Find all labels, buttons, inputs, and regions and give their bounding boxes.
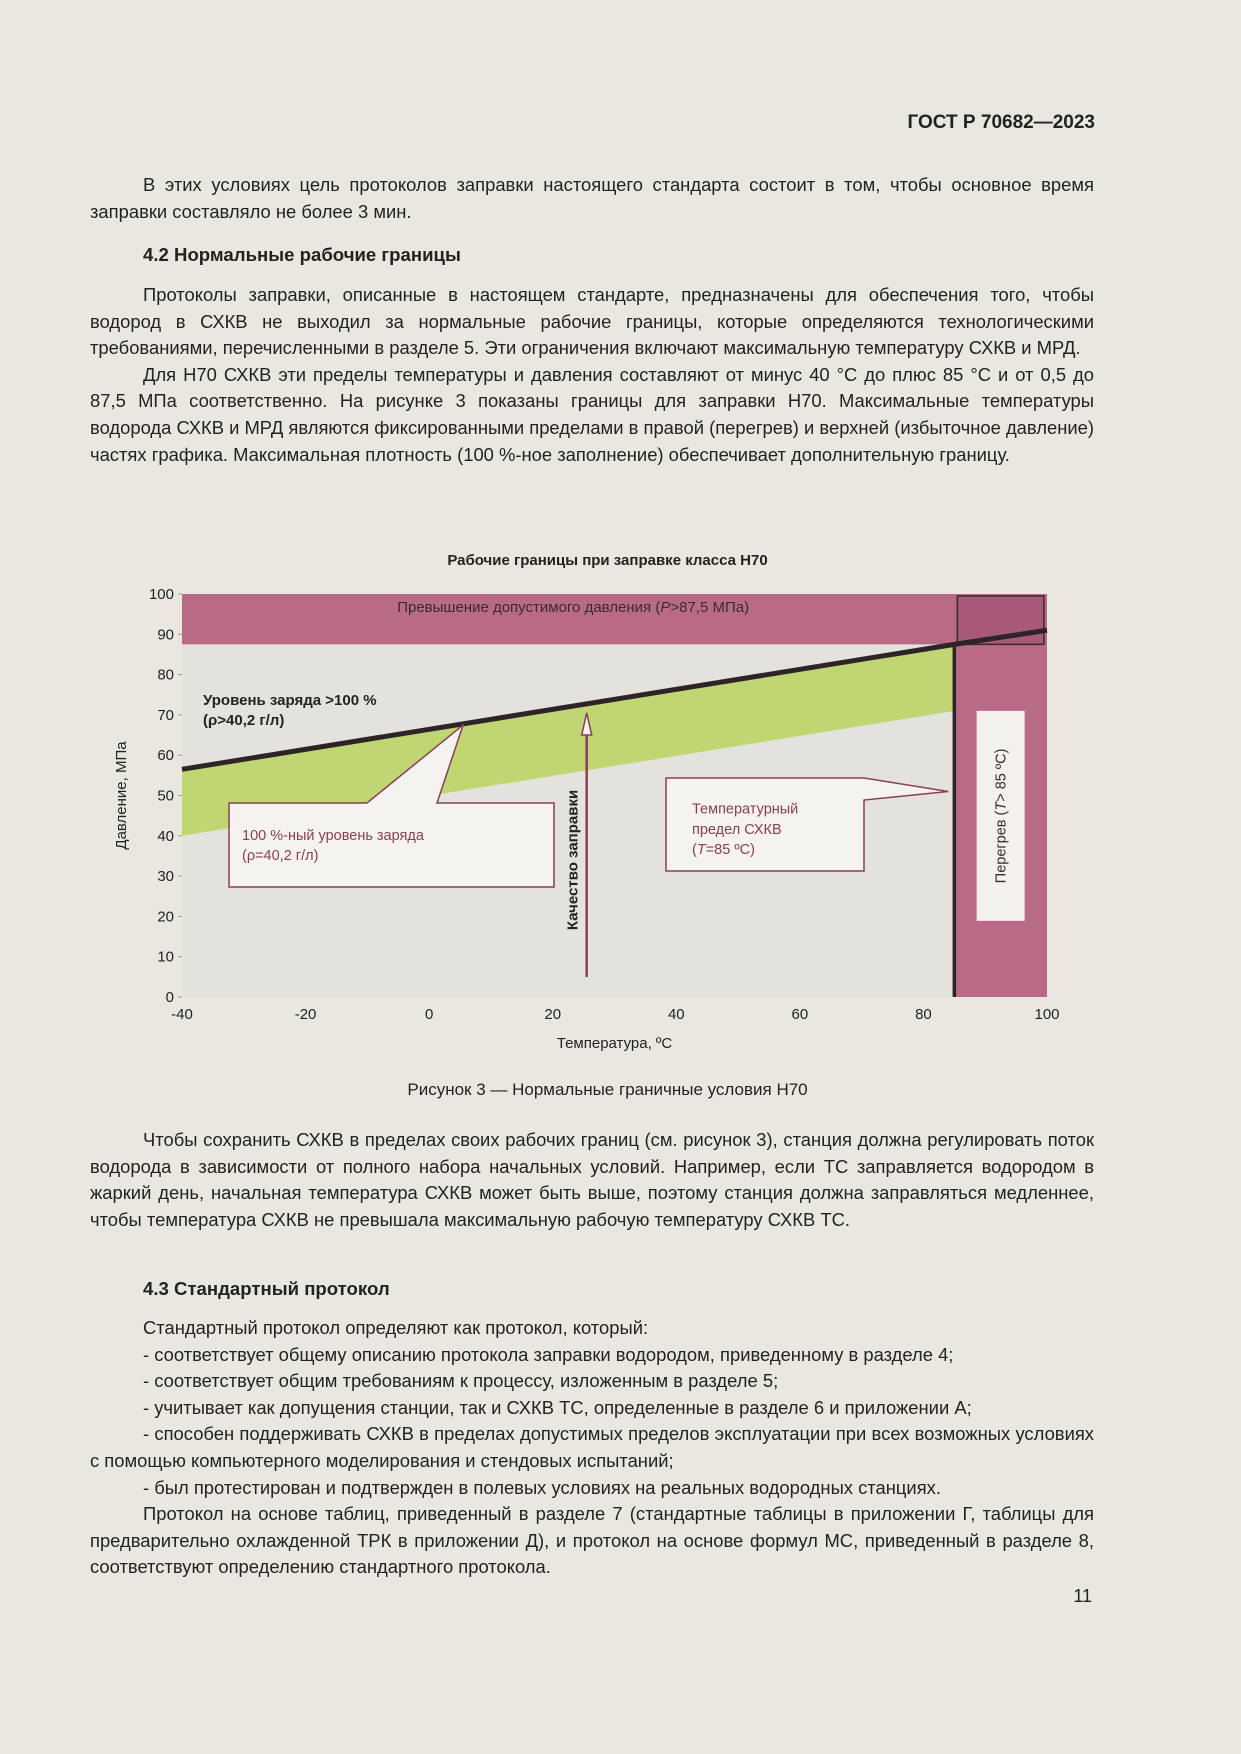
overpressure-label-post: >87,5 МПа)	[670, 599, 750, 617]
fill-quality-label: Качество заправки	[564, 789, 582, 931]
figure-title: Рабочие границы при заправке класса Н70	[447, 552, 768, 569]
section-4-3-heading: 4.3 Стандартный протокол	[143, 1278, 390, 1299]
y-tick-label: 80	[157, 666, 174, 684]
figure-caption: Рисунок 3 — Нормальные граничные условия Н70	[407, 1080, 808, 1099]
temp-limit-label-line-1: Температурный	[692, 801, 799, 818]
list-item: - учитывает как допущения станции, так и СХКВ ТС, определенные в разделе 6 и приложении А;	[143, 1396, 972, 1418]
overheat-label-italic: T	[993, 801, 1010, 811]
temp-limit-label-line-2: предел СХКВ	[692, 821, 782, 838]
overcharge-label-line-1: Уровень заряда >100 %	[203, 691, 377, 709]
section-4-3-closing: Протокол на основе таблиц, приведенный в разделе 7 (стандартные таблицы в приложении Г, таблицы для предварительно охлажденной ТРК в приложении Д), и протокол на основе формул МС, приведенный в разделе 8, соответствуют определению стандартного протокола.	[90, 1503, 1094, 1578]
full-charge-label-line-2: (ρ=40,2 г/л)	[242, 847, 319, 864]
y-tick-label: 100	[148, 586, 174, 603]
y-tick-label: 0	[165, 989, 174, 1006]
y-tick-label: 90	[157, 626, 174, 644]
intro-paragraph: В этих условиях цель протоколов заправки настоящего стандарта состоит в том, чтобы основное время заправки составляло не более 3 мин.	[90, 174, 1094, 222]
list-item: - соответствует общему описанию протокола заправки водородом, приведенному в разделе 4;	[143, 1343, 954, 1365]
overheat-label-pre: Перегрев (	[993, 810, 1010, 884]
y-tick-label: 10	[157, 948, 174, 966]
y-tick-label: 50	[157, 787, 174, 805]
y-tick-label: 40	[157, 827, 174, 845]
y-tick-label: 70	[157, 706, 174, 724]
section-4-2-paragraph-1: Протоколы заправки, описанные в настоящем стандарте, предназначены для обеспечения того, чтобы водород в СХКВ не выходил за нормальные рабочие границы, которые определяются технологическими требованиями, перечисленными в разделе 5. Эти ограничения включают максимальную температуру СХКВ и МРД.	[90, 284, 1094, 359]
x-axis-label: Температура, ºС	[556, 1035, 673, 1052]
standard-designation: ГОСТ Р 70682—2023	[907, 112, 1095, 133]
x-tick-label: 80	[915, 1006, 932, 1023]
overpressure-label-italic: P	[660, 599, 671, 617]
x-tick-label: 100	[1034, 1006, 1060, 1023]
y-tick-label: 30	[157, 868, 174, 886]
y-tick-label: 20	[157, 908, 174, 926]
y-tick-label: 60	[157, 747, 174, 765]
overheat-label	[994, 749, 1010, 884]
intro-text	[90, 172, 1094, 225]
page-number: 11	[1073, 1586, 1092, 1606]
x-tick-label: -40	[171, 1006, 193, 1023]
after-figure-text	[90, 1127, 1094, 1233]
temp-limit-label-italic: T	[696, 841, 706, 858]
x-tick-label: -20	[294, 1006, 317, 1023]
after-figure-paragraph: Чтобы сохранить СХКВ в пределах своих рабочих границ (см. рисунок 3), станция должна регулировать поток водорода в зависимости от полного набора начальных условий. Например, если ТС заправляется водородом в жаркий день, начальная температура СХКВ может быть выше, поэтому станция должна заправляться медленнее, чтобы температура СХКВ не превышала максимальную рабочую температуру СХКВ ТС.	[90, 1129, 1094, 1230]
operating-boundaries-chart	[100, 575, 1060, 1065]
x-tick-label: 0	[424, 1006, 434, 1023]
list-item: - соответствует общим требованиям к процессу, изложенным в разделе 5;	[143, 1370, 779, 1392]
section-4-2-paragraph-2: Для Н70 СХКВ эти пределы температуры и давления составляют от минус 40 °С до плюс 85 °С и от 0,5 до 87,5 МПа соответственно. На рисунке 3 показаны границы для заправки Н70. Максимальные температуры водорода СХКВ и МРД являются фиксированными пределами в правой (перегрев) и верхней (избыточное давление) частях графика. Максимальная плотность (100 %-ное заполнение) обеспечивает дополнительную границу.	[90, 363, 1094, 465]
full-charge-label-line-1: 100 %-ный уровень заряда	[242, 827, 424, 844]
section-4-2-heading: 4.2 Нормальные рабочие границы	[143, 244, 461, 265]
y-axis-label: Давление, МПа	[113, 741, 130, 850]
section-4-3-text	[90, 1315, 1094, 1581]
overcharge-label-line-2: (ρ>40,2 г/л)	[203, 711, 285, 729]
temp-limit-label-post: =85 ºС)	[705, 841, 755, 858]
overpressure-label-pre: Превышение допустимого давления (	[397, 599, 661, 617]
temp-limit-label-pre: (	[692, 841, 697, 858]
overheat-label-post: > 85 ºС)	[993, 748, 1010, 802]
x-tick-label: 20	[544, 1006, 562, 1023]
x-tick-label: 40	[667, 1006, 685, 1023]
list-item: - был протестирован и подтвержден в полевых условиях на реальных водородных станциях.	[143, 1476, 941, 1498]
section-4-2-text	[90, 282, 1094, 468]
list-item: - способен поддерживать СХКВ в пределах допустимых пределов эксплуатации при всех возможных условиях с помощью компьютерного моделирования и стендовых испытаний;	[90, 1423, 1094, 1471]
section-4-3-intro: Стандартный протокол определяют как протокол, который:	[143, 1317, 649, 1338]
temp-limit-label-line-3	[692, 842, 755, 858]
overpressure-label	[397, 599, 749, 616]
x-tick-label: 60	[791, 1006, 809, 1023]
